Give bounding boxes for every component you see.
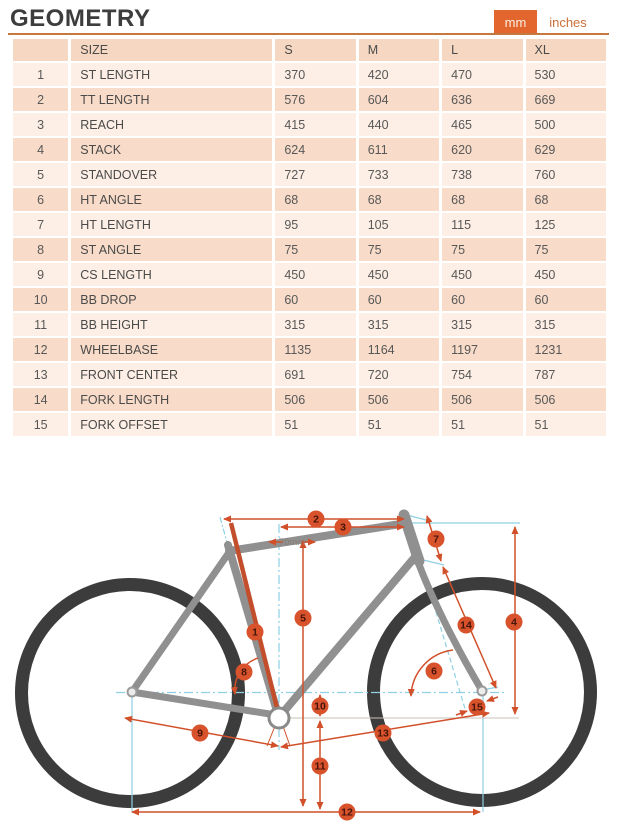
table-row	[13, 388, 606, 411]
dim-badge-11	[312, 758, 329, 775]
svg-text:2: 2	[313, 513, 319, 526]
row-value: 95	[275, 213, 355, 236]
row-value: 75	[442, 238, 522, 261]
row-value: 611	[359, 138, 439, 161]
bike-diagram	[0, 478, 618, 830]
svg-text:1: 1	[252, 626, 258, 639]
row-value: 620	[442, 138, 522, 161]
setback-70mm-label: 70mm	[278, 537, 306, 548]
row-number: 8	[13, 238, 68, 261]
table-row	[13, 213, 606, 236]
row-value: 68	[359, 188, 439, 211]
row-label: HT ANGLE	[71, 188, 272, 211]
row-value: 506	[275, 388, 355, 411]
row-value: 691	[275, 363, 355, 386]
dim-badge-3	[335, 519, 352, 536]
row-value: 576	[275, 88, 355, 111]
dim-badge-15	[469, 699, 486, 716]
table-row	[13, 88, 606, 111]
svg-text:13: 13	[377, 727, 389, 740]
table-row	[13, 113, 606, 136]
table-row	[13, 138, 606, 161]
row-value: 787	[526, 363, 606, 386]
row-number: 5	[13, 163, 68, 186]
row-number: 4	[13, 138, 68, 161]
row-value: 75	[359, 238, 439, 261]
svg-text:14: 14	[460, 619, 472, 632]
svg-text:6: 6	[431, 665, 437, 678]
row-value: 315	[275, 313, 355, 336]
row-number: 10	[13, 288, 68, 311]
page-title: GEOMETRY	[10, 5, 151, 32]
dim-badge-10	[312, 698, 329, 715]
svg-text:3: 3	[340, 521, 346, 534]
dim-badge-4	[506, 614, 523, 631]
row-value: 51	[442, 413, 522, 436]
row-value: 68	[275, 188, 355, 211]
row-value: 68	[526, 188, 606, 211]
row-value: 1231	[526, 338, 606, 361]
row-value: 500	[526, 113, 606, 136]
row-number: 15	[13, 413, 68, 436]
row-value: 60	[442, 288, 522, 311]
row-value: 470	[442, 63, 522, 86]
row-label: REACH	[71, 113, 272, 136]
row-value: 506	[526, 388, 606, 411]
table-row	[13, 413, 606, 436]
dim-badge-14	[458, 617, 475, 634]
svg-text:8: 8	[241, 666, 247, 679]
column-header-L: L	[442, 39, 522, 61]
svg-text:15: 15	[471, 701, 483, 714]
row-value: 51	[359, 413, 439, 436]
dim-badge-1	[247, 624, 264, 641]
dim-badge-5	[295, 610, 312, 627]
row-value: 506	[442, 388, 522, 411]
row-value: 604	[359, 88, 439, 111]
row-value: 733	[359, 163, 439, 186]
row-value: 60	[359, 288, 439, 311]
row-value: 68	[442, 188, 522, 211]
table-row	[13, 163, 606, 186]
row-number: 1	[13, 63, 68, 86]
table-row	[13, 288, 606, 311]
row-value: 370	[275, 63, 355, 86]
dim-badge-9	[192, 725, 209, 742]
svg-text:4: 4	[511, 616, 517, 629]
row-value: 1164	[359, 338, 439, 361]
column-header-SIZE: SIZE	[71, 39, 272, 61]
row-value: 450	[442, 263, 522, 286]
row-value: 105	[359, 213, 439, 236]
row-value: 51	[526, 413, 606, 436]
row-label: ST ANGLE	[71, 238, 272, 261]
row-label: CS LENGTH	[71, 263, 272, 286]
row-value: 60	[275, 288, 355, 311]
row-value: 629	[526, 138, 606, 161]
svg-text:11: 11	[314, 760, 326, 773]
dim-badge-6	[426, 663, 443, 680]
row-label: STANDOVER	[71, 163, 272, 186]
dim-badge-13	[375, 725, 392, 742]
row-label: TT LENGTH	[71, 88, 272, 111]
row-value: 440	[359, 113, 439, 136]
row-value: 465	[442, 113, 522, 136]
row-number: 13	[13, 363, 68, 386]
row-value: 415	[275, 113, 355, 136]
table-header-row	[13, 39, 606, 61]
rear-hub	[128, 688, 137, 697]
dim-badge-12	[339, 804, 356, 821]
table-row	[13, 363, 606, 386]
row-value: 450	[359, 263, 439, 286]
table-row	[13, 263, 606, 286]
row-number: 2	[13, 88, 68, 111]
svg-text:10: 10	[314, 700, 326, 713]
row-value: 75	[526, 238, 606, 261]
row-label: HT LENGTH	[71, 213, 272, 236]
row-value: 727	[275, 163, 355, 186]
unit-toggle-mm[interactable]: mm	[494, 10, 537, 34]
table-row	[13, 238, 606, 261]
table-row	[13, 188, 606, 211]
row-value: 1135	[275, 338, 355, 361]
row-value: 60	[526, 288, 606, 311]
row-label: BB HEIGHT	[71, 313, 272, 336]
row-number: 3	[13, 113, 68, 136]
svg-text:5: 5	[300, 612, 306, 625]
row-value: 754	[442, 363, 522, 386]
row-number: 14	[13, 388, 68, 411]
unit-toggle	[494, 10, 599, 34]
column-header-XL: XL	[526, 39, 606, 61]
table-row	[13, 313, 606, 336]
unit-toggle-inches[interactable]: inches	[537, 10, 599, 34]
svg-text:12: 12	[341, 806, 353, 819]
row-number: 9	[13, 263, 68, 286]
row-value: 315	[442, 313, 522, 336]
row-value: 624	[275, 138, 355, 161]
row-value: 738	[442, 163, 522, 186]
dim-badge-2	[308, 511, 325, 528]
column-header-M: M	[359, 39, 439, 61]
table-row	[13, 63, 606, 86]
row-label: FRONT CENTER	[71, 363, 272, 386]
row-label: FORK OFFSET	[71, 413, 272, 436]
row-value: 530	[526, 63, 606, 86]
svg-text:7: 7	[433, 533, 439, 546]
row-value: 125	[526, 213, 606, 236]
row-value: 315	[526, 313, 606, 336]
row-value: 1197	[442, 338, 522, 361]
row-value: 636	[442, 88, 522, 111]
front-hub	[478, 687, 487, 696]
row-label: ST LENGTH	[71, 63, 272, 86]
row-value: 760	[526, 163, 606, 186]
row-label: FORK LENGTH	[71, 388, 272, 411]
title-divider	[8, 33, 609, 35]
row-label: STACK	[71, 138, 272, 161]
row-value: 420	[359, 63, 439, 86]
row-value: 315	[359, 313, 439, 336]
row-number: 6	[13, 188, 68, 211]
row-value: 51	[275, 413, 355, 436]
row-value: 506	[359, 388, 439, 411]
dim-badge-8	[236, 664, 253, 681]
row-value: 720	[359, 363, 439, 386]
svg-text:9: 9	[197, 727, 203, 740]
row-value: 450	[526, 263, 606, 286]
row-value: 450	[275, 263, 355, 286]
row-number: 11	[13, 313, 68, 336]
table-row	[13, 338, 606, 361]
row-number: 7	[13, 213, 68, 236]
row-label: WHEELBASE	[71, 338, 272, 361]
dim-badge-7	[428, 531, 445, 548]
row-label: BB DROP	[71, 288, 272, 311]
row-value: 115	[442, 213, 522, 236]
row-number: 12	[13, 338, 68, 361]
geometry-table	[10, 37, 609, 438]
row-value: 75	[275, 238, 355, 261]
bottom-bracket	[269, 708, 289, 728]
column-header-S: S	[275, 39, 355, 61]
column-header-num	[13, 39, 68, 61]
row-value: 669	[526, 88, 606, 111]
